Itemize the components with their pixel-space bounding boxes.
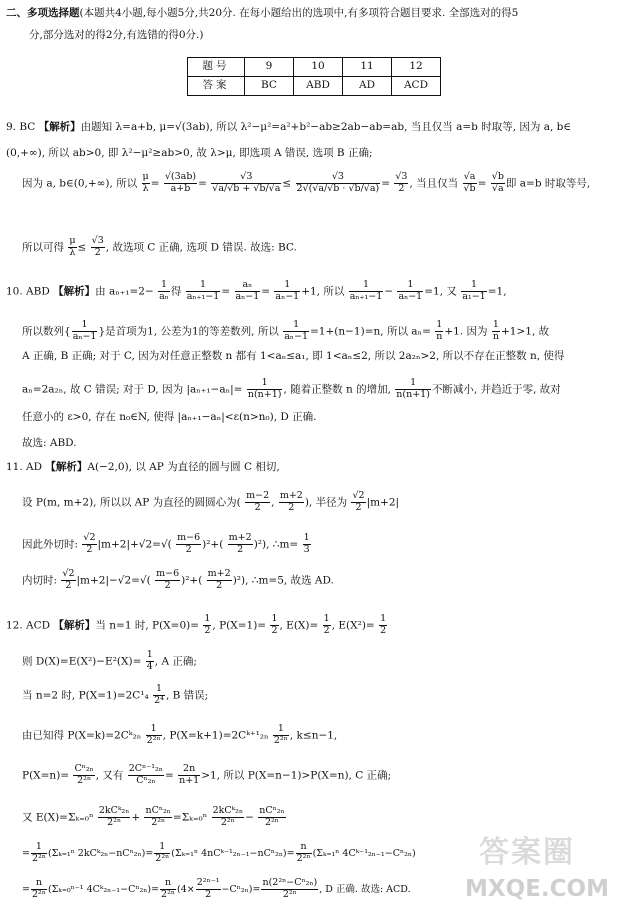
q11-line-1: [6, 461, 619, 474]
denominator: 2²ⁿ: [98, 817, 130, 829]
q12-text: , E(X)=: [279, 619, 319, 632]
q10-text: =1,: [487, 285, 507, 298]
fraction: [212, 806, 244, 829]
numerator: 1: [160, 279, 168, 290]
numerator: n: [164, 877, 172, 888]
numerator: n(2²ⁿ−Cⁿ₂ₙ): [262, 877, 318, 888]
numerator: 2kCᵏ₂ₙ: [98, 805, 130, 816]
fraction: [245, 491, 270, 514]
q11-text: |m+2|+√2=√(: [97, 538, 172, 551]
numerator: 2n: [183, 763, 196, 774]
fraction: [98, 806, 130, 829]
q10-line-1: 10. ABD 【解析】由 aₙ₊₁=2− $\frac{1}{\text{aₙ}}$ 得 $\frac{1}{\text{aₙ₊₁−1}}$ = $\frac{\text{aₙ}}{\text{aₙ−1}}$ = $\frac{1}{\text{aₙ−1}}$ +1, 所以 $\frac{1}{\text{aₙ₊₁−1}}$ − $\frac{1}{\text{aₙ−1}}$ =1, 又 $\frac{1}{\text{a₁−1}}$ =1,: [6, 279, 507, 302]
fraction: [394, 172, 408, 195]
fraction: [296, 172, 381, 195]
denominator: 2: [228, 544, 253, 556]
fraction: [207, 569, 232, 592]
q12-line-5: P(X=n)= $\frac{\text{Cⁿ₂ₙ}}{\text{2²ⁿ}}$ , 又有 $\frac{\text{2Cⁿ⁻¹₂ₙ}}{\text{Cⁿ₂ₙ}}$ = $\frac{2n}{n+1}$ >1, 所以 P(X=n−1)>P(X=n), C 正确;: [22, 763, 392, 786]
q12-text: (Σₖ₌₁ⁿ 4Cᵏ⁻¹₂ₙ₋₁−Cⁿ₂ₙ): [312, 847, 416, 859]
q9-text: 所以可得: [22, 241, 64, 254]
numerator: √b: [491, 171, 504, 182]
fraction: [379, 614, 387, 637]
numerator: 1: [410, 377, 417, 388]
denominator: 2: [176, 544, 201, 556]
section-instructions-1: (本题共4小题,每小题5分,共20分. 在每小题给出的选项中,有多项符合题目要求. 全部选对的得5: [79, 7, 519, 19]
denominator: 2²ⁿ: [155, 852, 170, 864]
numerator: 1: [146, 649, 153, 660]
q12-text: 当 n=2 时, P(X=1)=2C¹₄: [22, 689, 149, 702]
q11-text: |m+2|: [366, 496, 400, 509]
denominator: 2: [351, 502, 365, 514]
fraction: [203, 614, 211, 637]
fraction: [142, 172, 150, 195]
q9-number: 9. BC: [6, 121, 36, 133]
q9-text: 由题知 λ=a+b, μ=√(3ab), 所以 λ²−μ²=a²+b²−ab≥2ab−ab=ab, 当且仅当 a=b 时取等, 因为 a, b∈: [80, 121, 572, 133]
q10-number: 10. ABD: [6, 285, 50, 298]
fraction: [303, 533, 311, 556]
fraction: [273, 724, 289, 747]
q12-text: (Σₖ₌₁ⁿ 4nCᵏ⁻¹₂ₙ₋₁−nCⁿ₂ₙ)=: [171, 847, 295, 859]
numerator: 1: [35, 841, 42, 852]
q11-line-2: 设 P(m, m+2), 所以以 AP 为直径的圆圆心为( $\frac{m-2}{2}$ , $\frac{m+2}{2}$ ), 半径为 $\frac{√2}{2}$ |m+2|: [22, 490, 400, 513]
q12-text: 则 D(X)=E(X²)−E²(X)=: [22, 655, 142, 668]
q11-text: A(−2,0), 以 AP 为直径的圆与圆 C 相切,: [87, 461, 280, 473]
fraction: [128, 764, 164, 787]
fraction: [323, 614, 331, 637]
q12-text: , E(X²)=: [331, 619, 375, 632]
denominator: 2: [279, 502, 304, 514]
q12-text: >1, 所以 P(X=n−1)>P(X=n), C 正确;: [201, 769, 392, 782]
denominator: 2: [82, 544, 96, 556]
q10-text: =1+(n−1)=n, 所以 aₙ=: [310, 325, 431, 338]
fraction: [461, 280, 486, 303]
q12-number: 12. ACD: [6, 619, 51, 632]
fraction: [155, 569, 180, 592]
watermark-url: MXQE.COM: [465, 876, 609, 903]
denominator: 2: [155, 580, 180, 592]
fraction: [186, 280, 221, 303]
q11-text: |m+2|−√2=√(: [76, 574, 151, 587]
numerator: 1: [159, 841, 166, 852]
denominator: 2⁴: [154, 694, 164, 706]
numerator: 2kCᵏ₂ₙ: [212, 805, 244, 816]
q10-text: 由 aₙ₊₁=2−: [95, 285, 154, 298]
q12-text: −: [245, 811, 254, 824]
watermark-logo-text: 答案圈: [479, 835, 575, 870]
q10-text: =1, 又: [424, 285, 457, 298]
denominator: λ: [142, 182, 149, 194]
answer-table-cell: 10: [294, 58, 343, 77]
answer-table-cell: ABD: [294, 77, 343, 96]
answer-table: [187, 57, 441, 96]
fraction: [491, 172, 505, 195]
q12-text: =: [22, 847, 30, 859]
fraction: [463, 172, 477, 195]
section-header: [6, 7, 619, 20]
q10-text: , 随着正整数 n 的增加,: [283, 383, 391, 396]
section-title: 二、多项选择题: [6, 7, 80, 19]
numerator: nCⁿ₂ₙ: [145, 805, 171, 816]
numerator: μ: [142, 171, 149, 182]
q10-text: +1. 因为: [444, 325, 488, 338]
q12-text: 由已知得 P(X=k)=2Cᵏ₂ₙ: [22, 729, 142, 742]
answer-table-cell: 9: [245, 58, 294, 77]
numerator: m+2: [279, 490, 303, 501]
q9-line-2: (0,+∞), 所以 ab>0, 即 λ²−μ²≥ab>0, 故 λ>μ, 即选项 A 错误, 选项 B 正确;: [6, 147, 373, 159]
numerator: √a: [463, 171, 476, 182]
q12-line-2: [22, 650, 619, 673]
denominator: 2: [245, 502, 270, 514]
fraction: [31, 878, 47, 901]
fraction: [196, 878, 221, 901]
q11-text: 内切时:: [22, 574, 58, 587]
denominator: 2²ⁿ: [296, 852, 311, 864]
q11-text: ), 半径为: [304, 496, 348, 509]
q10-text: +1>1, 故: [500, 325, 550, 338]
fraction: [146, 650, 154, 673]
numerator: aₙ: [242, 279, 253, 290]
fraction: [73, 764, 94, 787]
denominator: n: [492, 330, 499, 342]
numerator: √2: [83, 532, 96, 543]
q9-line-3: 因为 a, b∈(0,+∞), 所以 $\frac{\mu}{\lambda}$ = $\frac{√(3ab)}{a+b}$ = $\frac{√3}{√a/√b + √b/√a}$ ≤ $\frac{√3}{2√(√a/√b \cdot √b/√a)}$ = $\frac{√3}{2}$ , 当且仅当 $\frac{√a}{√b}$ = $\frac{√b}{√a}$ 即 a=b 时取等号,: [22, 171, 591, 194]
q12-text: , P(X=k+1)=2Cᵏ⁺¹₂ₙ: [162, 729, 269, 742]
fraction: [91, 236, 105, 259]
denominator: n+1: [179, 774, 200, 786]
answer-table-cell: 11: [343, 58, 392, 77]
answer-table-label: 题号: [188, 58, 245, 77]
fraction: [351, 491, 365, 514]
fraction: [160, 878, 176, 901]
fraction: [68, 236, 76, 259]
numerator: √(3ab): [164, 171, 197, 182]
q9-text: 即 a=b 时取等号,: [505, 177, 591, 190]
denominator: 2: [91, 247, 105, 259]
q11-line-4: 内切时: $\frac{√2}{2}$ |m+2|−√2=√( $\frac{m-6}{2}$ )²+( $\frac{m+2}{2}$ )²), ∴m=5, 故选 AD.: [22, 568, 334, 591]
denominator: 2: [380, 624, 387, 636]
q10-text: 得: [170, 285, 182, 298]
q10-text: 不断减小, 并趋近于零, 故对: [431, 383, 561, 396]
q11-number: 11. AD: [6, 461, 43, 473]
denominator: 2²ⁿ: [146, 734, 161, 746]
numerator: n: [35, 877, 43, 888]
q12-text: −Cⁿ₂ₙ)=: [221, 883, 261, 895]
denominator: 2√(√a/√b · √b/√a): [296, 182, 380, 194]
q9-text: , 当且仅当: [409, 177, 459, 190]
denominator: 2: [61, 580, 75, 592]
numerator: 1: [380, 613, 387, 624]
fraction: [435, 320, 443, 343]
numerator: 2²ⁿ⁻¹: [196, 877, 220, 888]
numerator: 1: [470, 279, 477, 290]
answer-table-cell: AD: [343, 77, 392, 96]
q9-text: 因为 a, b∈(0,+∞), 所以: [22, 177, 138, 190]
fraction: [178, 764, 200, 787]
q10-line-3: A 正确, B 正确; 对于 C, 因为对任意正整数 n 都有 1<aₙ≤a₁, 即 1<aₙ≤2, 所以 2a₂ₙ>2, 所以不存在正整数 n, 使得: [22, 350, 565, 362]
denominator: n(n+1): [396, 388, 430, 400]
numerator: n: [300, 841, 307, 852]
fraction: [492, 320, 500, 343]
denominator: aₙ−1: [72, 330, 97, 342]
numerator: 1: [362, 279, 370, 290]
denominator: 2: [207, 580, 232, 592]
q9-text: , 故选项 C 正确, 选项 D 错误. 故选: BC.: [105, 241, 297, 254]
fraction: [397, 280, 423, 303]
q12-text: 当 n=1 时, P(X=0)=: [95, 619, 200, 632]
fraction: [274, 280, 300, 303]
q12-line-1: [6, 614, 619, 637]
q10-text: }是首项为1, 公差为1的等差数列, 所以: [98, 325, 279, 338]
numerator: √3: [240, 171, 253, 182]
q12-text: , P(X=1)=: [212, 619, 267, 632]
numerator: √3: [91, 235, 104, 246]
denominator: 4: [146, 660, 153, 672]
numerator: nCⁿ₂ₙ: [259, 805, 285, 816]
denominator: aₙ₊₁−1: [349, 290, 383, 302]
q10-text: aₙ=2a₂ₙ, 故 C 错误; 对于 D, 因为 |aₙ₊₁−aₙ|=: [22, 383, 243, 396]
q12-line-3: [22, 684, 619, 707]
q12-text: (Σₖ₌₀ⁿ⁻¹ 4Cᵏ₂ₙ₋₁−Cⁿ₂ₙ)=: [47, 883, 160, 895]
numerator: 1: [271, 613, 278, 624]
numerator: 1: [407, 279, 414, 290]
fraction: [261, 878, 318, 901]
q11-text: 因此外切时:: [22, 538, 79, 551]
fraction: [258, 806, 285, 829]
fraction: [144, 806, 171, 829]
q12-text: =Σₖ₌₀ⁿ: [172, 811, 208, 824]
fraction: [158, 280, 170, 303]
q12-text: P(X=n)=: [22, 769, 70, 782]
answer-table-cell: ACD: [392, 77, 441, 96]
denominator: √b: [463, 182, 476, 194]
q12-text: =: [22, 883, 30, 895]
numerator: 1: [200, 279, 207, 290]
denominator: aₙ−1: [398, 290, 423, 302]
numerator: √2: [352, 490, 365, 501]
analysis-tag: 【解析】: [53, 619, 96, 632]
denominator: 2²ⁿ: [161, 888, 176, 900]
numerator: 1: [303, 532, 310, 543]
q11-line-3: 因此外切时: $\frac{√2}{2}$ |m+2|+√2=√( $\frac{m-6}{2}$ )²+( $\frac{m+2}{2}$ )²), ∴m= $\frac{1}{3}$: [22, 532, 310, 555]
numerator: √2: [62, 568, 75, 579]
numerator: 1: [492, 319, 499, 330]
fraction: [283, 320, 309, 343]
fraction: [296, 842, 312, 865]
fraction: [72, 320, 98, 343]
q12-text: (Σₖ₌₁ⁿ 2kCᵏ₂ₙ−nCⁿ₂ₙ)=: [47, 847, 154, 859]
fraction: [270, 614, 278, 637]
q9-line-4: 所以可得 $\frac{\mu}{\lambda}$ ≤ $\frac{√3}{2}$ , 故选项 C 正确, 选项 D 错误. 故选: BC.: [22, 235, 297, 258]
q12-line-4: [22, 724, 619, 747]
fraction: [154, 842, 170, 865]
fraction: [228, 533, 253, 556]
numerator: 1: [261, 377, 268, 388]
denominator: 3: [303, 543, 310, 555]
q9-line-1: [6, 121, 619, 134]
numerator: Cⁿ₂ₙ: [74, 763, 94, 774]
numerator: √3: [331, 171, 344, 182]
fraction: [279, 491, 304, 514]
numerator: m−6: [177, 532, 201, 543]
numerator: 1: [436, 319, 443, 330]
numerator: 1: [293, 319, 300, 330]
fraction: [164, 172, 197, 195]
denominator: aₙ−1: [284, 330, 308, 342]
q11-text: 设 P(m, m+2), 所以以 AP 为直径的圆圆心为(: [22, 496, 241, 509]
denominator: 2: [271, 624, 278, 636]
denominator: 2: [204, 624, 211, 636]
denominator: aₙ: [159, 290, 169, 302]
answer-table-answer-row: [188, 77, 441, 96]
denominator: 2²ⁿ: [212, 817, 244, 829]
q10-line-2: [22, 320, 619, 343]
numerator: 2Cⁿ⁻¹₂ₙ: [128, 763, 163, 774]
analysis-tag: 【解析】: [38, 121, 81, 133]
denominator: n(n+1): [247, 388, 282, 400]
denominator: 2²ⁿ: [31, 852, 46, 864]
fraction: [176, 533, 201, 556]
denominator: Cⁿ₂ₙ: [128, 775, 164, 787]
denominator: 2²ⁿ: [258, 817, 285, 829]
fraction: [349, 280, 384, 303]
section-instructions-2: 分,部分选对的得2分,有选错的得0分.): [29, 29, 204, 41]
q12-text: +: [131, 811, 141, 824]
q10-line-4: [22, 378, 619, 401]
fraction: [247, 378, 283, 401]
numerator: 1: [277, 723, 284, 734]
numerator: √3: [395, 171, 408, 182]
q12-text: , D 正确. 故选: ACD.: [319, 883, 411, 895]
watermark: [421, 832, 611, 904]
fraction: [82, 533, 96, 556]
denominator: λ: [69, 246, 76, 258]
fraction: [146, 724, 162, 747]
q10-text: 所以数列{: [22, 325, 71, 338]
numerator: 1: [155, 683, 163, 694]
denominator: √a: [491, 182, 504, 194]
fraction: [31, 842, 47, 865]
denominator: 2²ⁿ: [144, 817, 171, 829]
denominator: 2: [394, 183, 408, 195]
numerator: 1: [284, 279, 291, 290]
numerator: μ: [69, 235, 76, 246]
denominator: 2²ⁿ: [73, 775, 94, 787]
denominator: a+b: [164, 183, 197, 195]
numerator: 1: [150, 723, 157, 734]
q12-text: , k≤n−1,: [289, 729, 338, 742]
denominator: aₙ−1: [275, 290, 300, 302]
analysis-tag: 【解析】: [53, 285, 96, 298]
fraction: [395, 378, 431, 401]
q10-text: +1, 所以: [301, 285, 345, 298]
q10-line-6: 故选: ABD.: [22, 437, 77, 449]
q12-text: , 又有: [95, 769, 124, 782]
q12-text: 又 E(X)=: [22, 811, 68, 824]
denominator: a₁−1: [462, 290, 486, 302]
fraction: [235, 280, 261, 303]
numerator: 1: [323, 613, 330, 624]
denominator: 2²ⁿ: [31, 888, 46, 900]
denominator: √a/√b + √b/√a: [212, 182, 281, 194]
q12-text: , B 错误;: [165, 689, 209, 702]
numerator: m+2: [228, 532, 252, 543]
denominator: aₙ−1: [235, 290, 260, 302]
numerator: m−6: [156, 568, 180, 579]
fraction: [61, 569, 75, 592]
q10-line-5: 任意小的 ε>0, 存在 n₀∈N, 使得 |aₙ₊₁−aₙ|<ε(n>n₀), D 正确.: [22, 411, 317, 423]
q12-line-6: [22, 806, 619, 829]
denominator: aₙ₊₁−1: [186, 290, 220, 302]
numerator: 1: [81, 319, 88, 330]
analysis-tag: 【解析】: [45, 461, 88, 473]
q11-text: ), ∴m=5, 故选 AD.: [241, 574, 334, 587]
q12-text: (4×: [177, 883, 195, 895]
denominator: 2²ⁿ: [261, 889, 318, 901]
q12-text: Σₖ₌₀ⁿ: [67, 811, 94, 824]
numerator: 1: [204, 613, 211, 624]
numerator: m−2: [246, 490, 270, 501]
denominator: n: [436, 330, 443, 342]
fraction: [211, 172, 281, 195]
denominator: 2: [196, 889, 221, 901]
q11-text: ), ∴m=: [262, 538, 299, 551]
denominator: 2²ⁿ: [273, 734, 288, 746]
denominator: 2: [323, 624, 330, 636]
q12-text: , A 正确;: [154, 655, 197, 668]
numerator: m+2: [207, 568, 231, 579]
answer-table-label: 答案: [188, 77, 245, 96]
answer-table-number-row: [188, 58, 441, 77]
fraction: [153, 684, 165, 707]
answer-table-cell: BC: [245, 77, 294, 96]
answer-table-cell: 12: [392, 58, 441, 77]
